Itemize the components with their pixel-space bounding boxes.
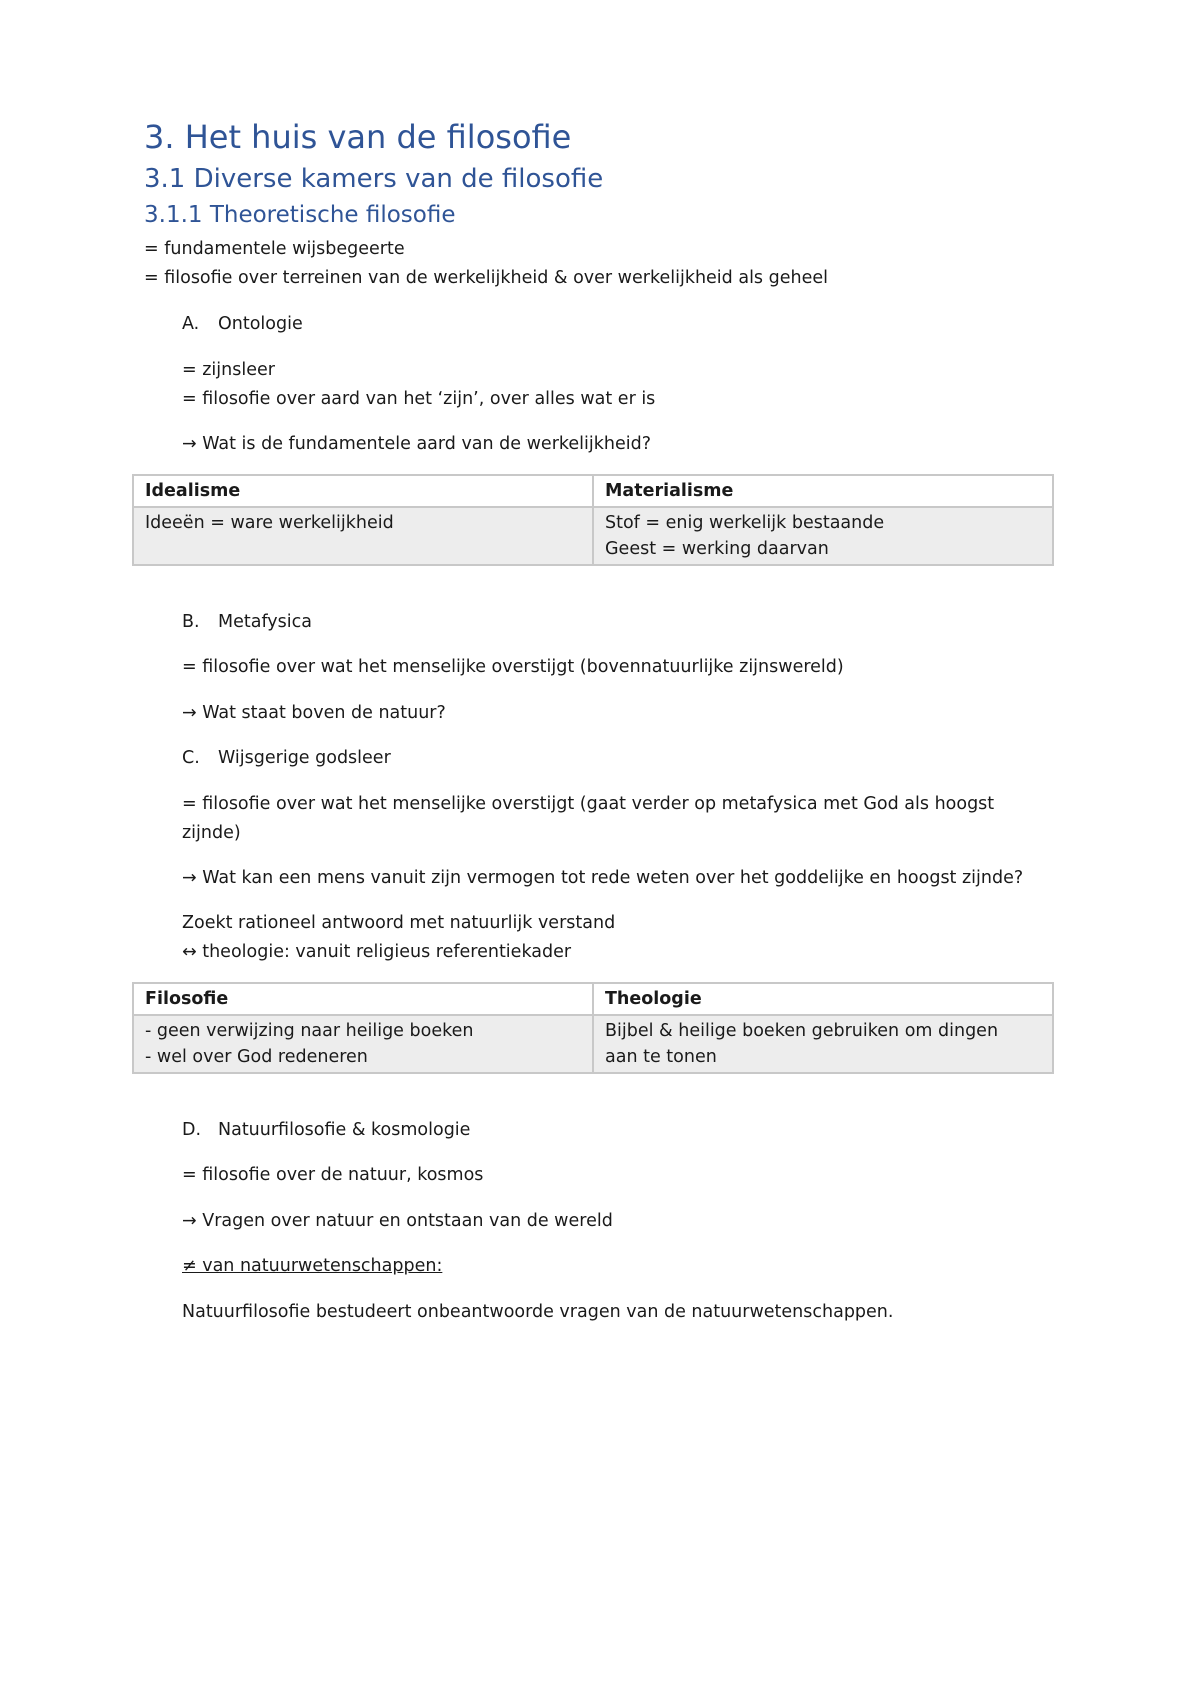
list-item-ontologie [182, 313, 303, 335]
list-marker: A. [182, 314, 200, 334]
definition-line: = filosofie over wat het menselijke overstijgt (bovennatuurlijke zijnswereld) [182, 657, 844, 677]
table-header-row [133, 475, 1053, 507]
question-line: → Wat is de fundamentele aard van de werkelijkheid? [182, 434, 652, 454]
table-cell [133, 1015, 593, 1073]
table-cell-line: - geen verwijzing naar heilige boeken [145, 1021, 474, 1041]
table-cell [133, 507, 593, 565]
subheading-underlined: ≠ van natuurwetenschappen: [182, 1256, 443, 1276]
list-item-title: Metafysica [218, 612, 312, 632]
list-marker: D. [182, 1120, 202, 1140]
table-cell [593, 507, 1053, 565]
table-header-row [133, 983, 1053, 1015]
heading-chapter: 3. Het huis van de filosofie [144, 118, 572, 156]
table-row [133, 507, 1053, 565]
list-marker: B. [182, 612, 200, 632]
definition-line: = filosofie over aard van het ‘zijn’, over alles wat er is [182, 389, 656, 409]
note-line: Zoekt rationeel antwoord met natuurlijk verstand [182, 913, 616, 933]
heading-section: 3.1 Diverse kamers van de filosofie [144, 164, 604, 194]
intro-line: = fundamentele wijsbegeerte [144, 239, 405, 259]
note-line: ↔ theologie: vanuit religieus referentiekader [182, 942, 572, 962]
conclusion-line: Natuurfilosofie bestudeert onbeantwoorde vragen van de natuurwetenschappen. [182, 1302, 894, 1322]
table-cell-line: Stof = enig werkelijk bestaande [605, 513, 885, 533]
definition-line: zijnde) [182, 823, 241, 843]
table-header-cell: Idealisme [133, 475, 593, 507]
table-cell-line: Geest = werking daarvan [605, 539, 829, 559]
question-line: → Vragen over natuur en ontstaan van de wereld [182, 1211, 613, 1231]
list-marker: C. [182, 748, 200, 768]
table-idealisme-materialisme [132, 474, 1054, 566]
table-cell-line: Bijbel & heilige boeken gebruiken om dingen [605, 1021, 999, 1041]
definition-line: = filosofie over wat het menselijke overstijgt (gaat verder op metafysica met God als hoogst [182, 794, 995, 814]
table-cell-line: - wel over God redeneren [145, 1047, 368, 1067]
table-cell [593, 1015, 1053, 1073]
question-line: → Wat kan een mens vanuit zijn vermogen tot rede weten over het goddelijke en hoogst zijnde? [182, 868, 1024, 888]
list-item-natuurfilosofie [182, 1119, 470, 1141]
heading-subsection: 3.1.1 Theoretische filosofie [144, 202, 456, 228]
table-row [133, 1015, 1053, 1073]
list-item-title: Natuurfilosofie & kosmologie [218, 1120, 471, 1140]
definition-line: = zijnsleer [182, 360, 275, 380]
intro-line: = filosofie over terreinen van de werkelijkheid & over werkelijkheid als geheel [144, 268, 828, 288]
list-item-godsleer [182, 747, 391, 769]
list-item-title: Ontologie [218, 314, 303, 334]
table-filosofie-theologie [132, 982, 1054, 1074]
table-cell-line: aan te tonen [605, 1047, 717, 1067]
definition-line: = filosofie over de natuur, kosmos [182, 1165, 484, 1185]
table-header-cell: Theologie [593, 983, 1053, 1015]
table-header-cell: Filosofie [133, 983, 593, 1015]
question-line: → Wat staat boven de natuur? [182, 703, 446, 723]
table-cell-line: Ideeën = ware werkelijkheid [145, 513, 394, 533]
list-item-metafysica [182, 611, 312, 633]
list-item-title: Wijsgerige godsleer [218, 748, 391, 768]
table-header-cell: Materialisme [593, 475, 1053, 507]
